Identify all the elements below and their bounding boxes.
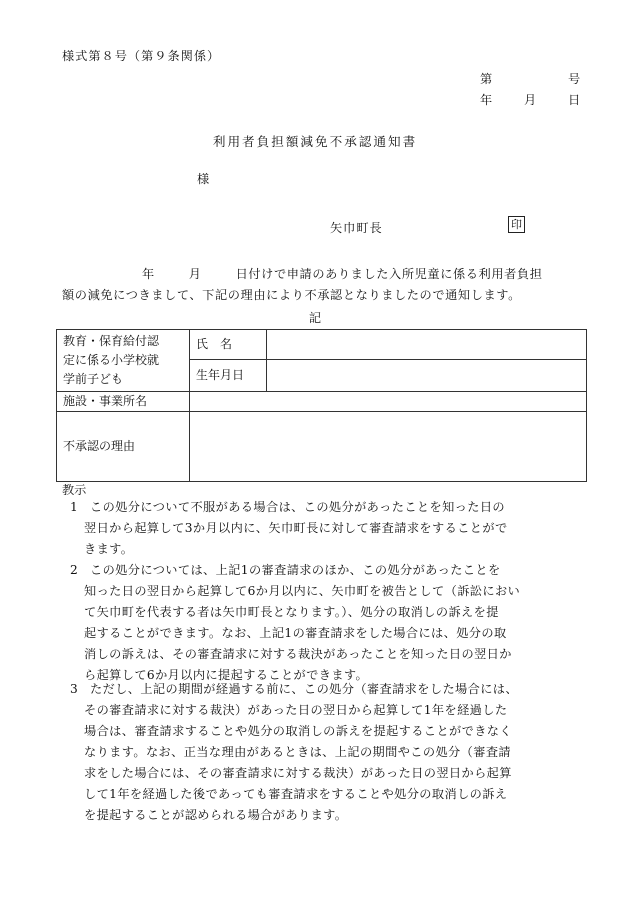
notice-3-line-5: 求をした場合には、その審査請求に対する裁決）があった日の翌日から起算 <box>84 766 512 780</box>
name-label-cell <box>190 330 267 360</box>
info-table <box>56 329 587 482</box>
notice-2-line-3: て矢巾町を代表する者は矢巾町長となります。）、処分の取消しの訴えを提 <box>84 605 499 619</box>
birth-label-cell <box>190 359 267 391</box>
notice-3-line-7: を提起することが認められる場合があります。 <box>84 808 348 822</box>
child-label-line-3: 学前子ども <box>63 372 124 386</box>
notice-3-text-1: ただし、上記の期間が経過する前に、この処分（審査請求をした場合には、 <box>90 682 518 696</box>
notice-1-text-1: この処分について不服がある場合は、この処分があったことを知った日の <box>90 500 506 514</box>
date-day: 日 <box>568 93 581 107</box>
seal-stamp-box <box>508 216 525 233</box>
intro-paragraph <box>62 264 586 306</box>
notice-2-line-1 <box>70 560 590 581</box>
notice-2-line-5: 消しの訴えは、その審査請求に対する裁決があったことを知った日の翌日か <box>84 647 512 661</box>
doc-number-prefix: 第 <box>480 72 493 86</box>
notice-1-line-2: 翌日から起算して3か月以内に、矢巾町長に対して審査請求をすることがで <box>84 521 508 535</box>
reason-label: 不承認の理由 <box>63 439 136 453</box>
notice-3-line-2: その審査請求に対する裁決）があった日の翌日から起算して1年を経過した <box>84 703 508 717</box>
notice-item-1 <box>70 497 590 560</box>
notice-2-line-4: 起することができます。なお、上記1の審査請求をした場合には、処分の取 <box>84 626 507 640</box>
notice-heading: 教示 <box>62 483 87 497</box>
facility-value-cell[interactable] <box>190 392 587 412</box>
child-label-cell <box>57 330 190 392</box>
notice-3-line-1 <box>70 679 590 700</box>
intro-month: 月 <box>188 267 202 281</box>
intro-line-2: 額の減免につきまして、下記の理由により不承認となりましたので通知します。 <box>62 288 521 302</box>
notice-2-line-2: 知った日の翌日から起算して6か月以内に、矢巾町を被告として（訴訟におい <box>84 584 521 598</box>
date-year: 年 <box>480 93 493 107</box>
birth-label: 生年月日 <box>196 367 245 382</box>
facility-label: 施設・事業所名 <box>63 394 148 408</box>
intro-rest: 日付けで申請のありました入所児童に係る利用者負担 <box>235 267 543 281</box>
sender-name: 矢巾町長 <box>330 221 383 235</box>
notice-2-text-1: この処分については、上記1の審査請求のほか、この処分があったことを <box>90 563 501 577</box>
notice-1-line-1 <box>70 497 590 518</box>
form-number-label: 様式第８号（第９条関係） <box>62 49 221 63</box>
notice-1-line-3: きます。 <box>84 542 134 556</box>
name-label: 氏 名 <box>196 336 233 351</box>
intro-line-1 <box>62 264 586 285</box>
facility-label-cell <box>57 392 190 412</box>
notice-3-number: 3 <box>70 682 79 696</box>
notice-3-line-4: なります。なお、正当な理由があるときは、上記の期間やこの処分（審査請 <box>84 745 511 759</box>
notice-item-3 <box>70 679 590 826</box>
name-value-cell[interactable] <box>267 330 587 360</box>
birth-value-cell[interactable] <box>267 359 587 391</box>
ki-heading: 記 <box>308 311 322 325</box>
intro-year: 年 <box>142 267 155 281</box>
addressee-suffix: 様 <box>197 172 211 186</box>
reason-label-cell <box>57 412 190 482</box>
date-month: 月 <box>524 93 537 107</box>
notice-3-line-6: して1年を経過した後であっても審査請求をすることや処分の取消しの訴え <box>84 787 508 801</box>
seal-char: 印 <box>511 218 522 231</box>
doc-number-suffix: 号 <box>568 72 581 86</box>
document-title: 利用者負担額減免不承認通知書 <box>212 134 418 149</box>
notice-3-line-3: 場合は、審査請求することや処分の取消しの訴えを提起することができなく <box>84 724 512 738</box>
notice-2-line-6: ら起算して6か月以内に提起することができます。 <box>84 668 369 682</box>
reason-value-cell[interactable] <box>190 412 587 482</box>
notice-2-number: 2 <box>70 563 79 577</box>
notice-item-2 <box>70 560 590 686</box>
child-label-line-2: 定に係る小学校就 <box>63 353 160 367</box>
notice-1-number: 1 <box>70 500 79 514</box>
child-label-line-1: 教育・保育給付認 <box>63 334 160 348</box>
